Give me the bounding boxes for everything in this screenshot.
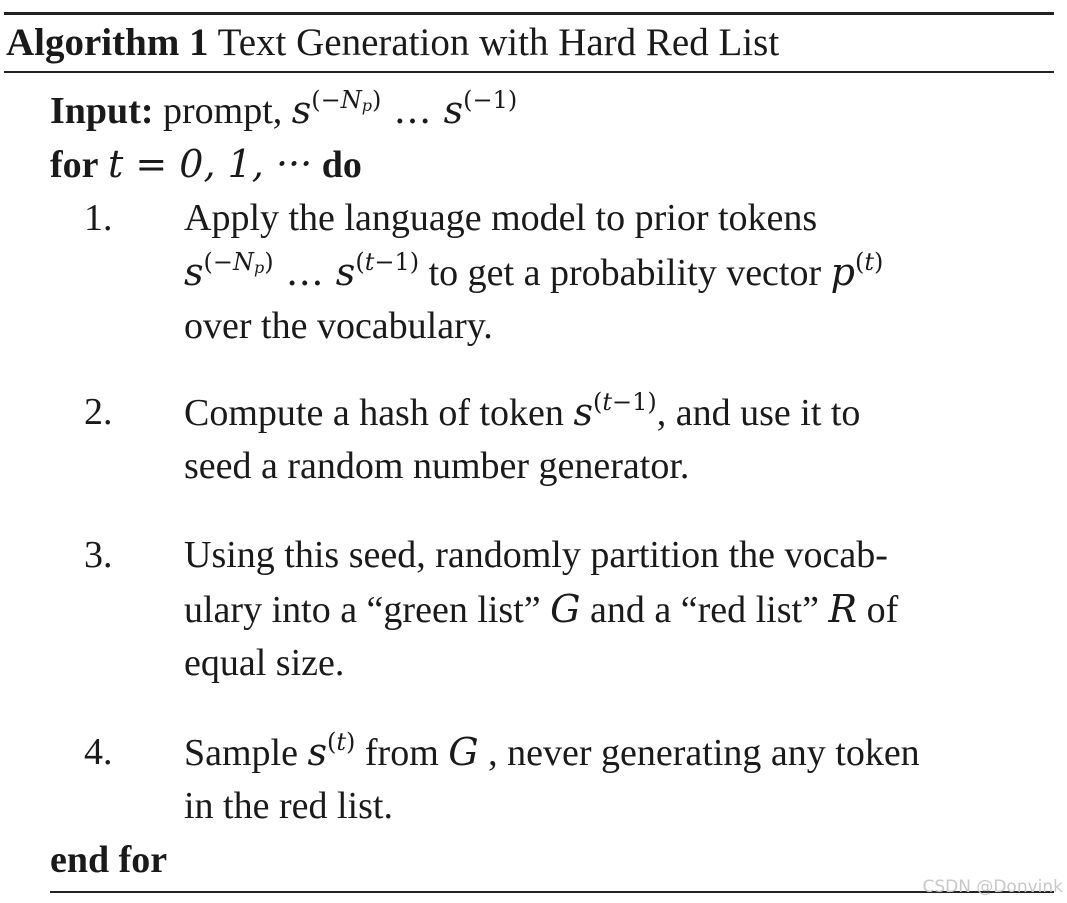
step-4-line-1 (184, 730, 920, 775)
caption-rule (4, 71, 1054, 73)
step-4-green-symbol: G (448, 730, 479, 774)
step-1-text-b: to get a probability vector (428, 252, 822, 294)
step-2-line-1 (184, 390, 860, 435)
input-tokens-math: $s^{(-N_p)}$ … $s^{(-1)}$ (291, 86, 518, 132)
step-1-prob-math: $p^{(t)}$ (830, 248, 884, 294)
step-4-line-2: in the red list. (184, 785, 393, 827)
step-2-token-math: $s^{(t-1)}$ (573, 388, 657, 434)
input-keyword: Input: (50, 90, 154, 132)
step-4-number: 4. (84, 731, 113, 773)
step-2-number: 2. (84, 391, 113, 433)
step-4-token-math: $s^{(t)}$ (307, 728, 356, 774)
green-list-symbol: G (550, 587, 581, 631)
step-4-text-c: , never generating any token (488, 732, 920, 774)
step-1-tokens-math: $s^{(-N_p)}$ … $s^{(t-1)}$ (184, 248, 420, 294)
step-4-text-b: from (364, 732, 439, 774)
for-line (50, 142, 362, 187)
end-for-keyword: end for (50, 839, 168, 881)
top-rule (4, 12, 1054, 15)
algorithm-title: Text Generation with Hard Red List (217, 21, 780, 64)
step-3-line-2 (184, 587, 898, 632)
step-3-line-3: equal size. (184, 642, 345, 684)
step-3-text-c: of (866, 589, 899, 631)
step-1-line-3: over the vocabulary. (184, 305, 493, 347)
algorithm-label: Algorithm 1 (6, 21, 209, 64)
watermark: CSDN @Donvink (922, 877, 1063, 897)
step-3-line-1: Using this seed, randomly partition the vocab- (184, 534, 888, 576)
step-1-line-1: Apply the language model to prior tokens (184, 197, 818, 239)
for-keyword: for (50, 144, 99, 186)
input-text: prompt, (163, 90, 283, 132)
algorithm-caption (6, 20, 779, 66)
step-3-text-a: ulary into a “green list” (184, 589, 541, 631)
red-list-symbol: R (828, 587, 858, 631)
step-4-text-a: Sample (184, 732, 298, 774)
bottom-rule (50, 891, 1054, 893)
step-2-text-a: Compute a hash of token (184, 392, 564, 434)
step-1-number: 1. (84, 197, 113, 239)
input-line (50, 88, 517, 133)
step-1-line-2 (184, 250, 883, 295)
step-3-number: 3. (84, 534, 113, 576)
do-keyword: do (321, 144, 362, 186)
step-2-line-2: seed a random number generator. (184, 445, 690, 487)
loop-range: t = 0, 1, ··· (108, 142, 313, 186)
step-3-text-b: and a “red list” (590, 589, 819, 631)
step-2-text-b: , and use it to (656, 392, 861, 434)
